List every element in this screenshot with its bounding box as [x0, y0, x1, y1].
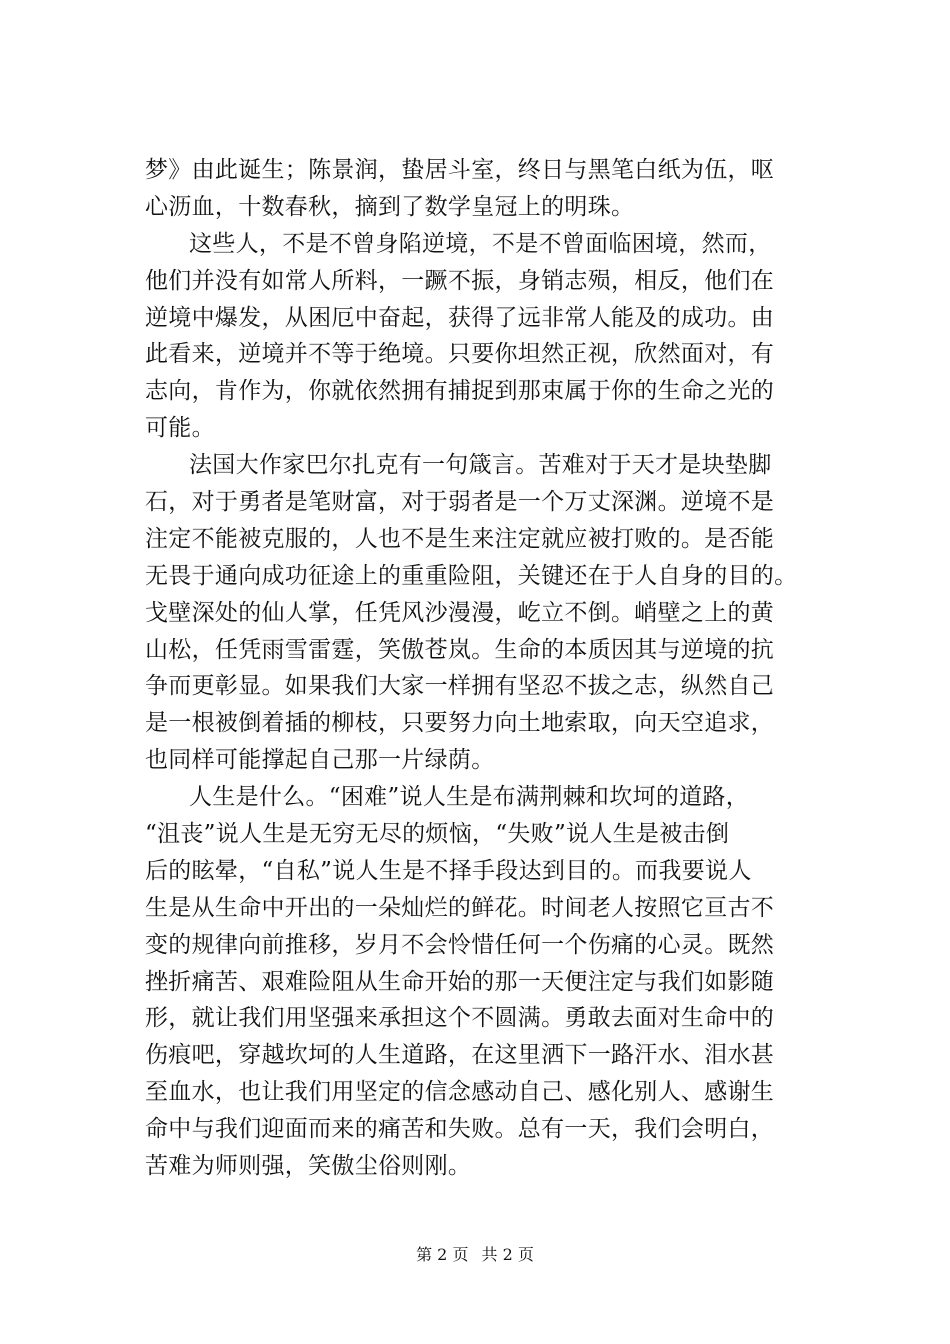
text-line: 命中与我们迎面而来的痛苦和失败。总有一天，我们会明白， [145, 1116, 775, 1143]
text-line: 心沥血，十数春秋，摘到了数学皇冠上的明珠。 [145, 193, 635, 220]
page-number: 第 2 页 [416, 1245, 469, 1264]
text-line: 挫折痛苦、艰难险阻从生命开始的那一天便注定与我们如影随 [145, 968, 775, 995]
text-line: 山松，任凭雨雪雷霆，笑傲苍岚。生命的本质因其与逆境的抗 [145, 636, 775, 663]
page-total: 共 2 页 [481, 1245, 534, 1264]
text-line: 生是从生命中开出的一朵灿烂的鲜花。时间老人按照它亘古不 [145, 894, 775, 921]
text-line: 争而更彰显。如果我们大家一样拥有坚忍不拔之志，纵然自己 [145, 673, 775, 700]
text-line: 无畏于通向成功征途上的重重险阻，关键还在于人自身的目的。 [145, 562, 798, 589]
page-footer [0, 1243, 950, 1267]
text-line: 梦》由此诞生；陈景润，蛰居斗室，终日与黑笔白纸为伍，呕 [145, 157, 775, 183]
text-line: 也同样可能撑起自己那一片绿荫。 [145, 747, 495, 774]
text-line: 逆境中爆发，从困厄中奋起，获得了远非常人能及的成功。由 [145, 304, 775, 331]
text-line: 后的眩晕，“自私”说人生是不择手段达到目的。而我要说人 [145, 857, 752, 884]
text-line: 可能。 [145, 415, 215, 442]
text-line: 注定不能被克服的，人也不是生来注定就应被打败的。是否能 [145, 525, 775, 552]
text-line: 他们并没有如常人所料，一蹶不振，身销志殒，相反，他们在 [145, 267, 775, 294]
text-line: 此看来，逆境并不等于绝境。只要你坦然正视，欣然面对，有 [145, 341, 775, 368]
paragraph-start-line: 这些人，不是不曾身陷逆境，不是不曾面临困境，然而， [189, 230, 772, 257]
paragraph-start-line: 人生是什么。“困难”说人生是布满荆棘和坎坷的道路， [189, 784, 750, 811]
text-line: “沮丧”说人生是无穷无尽的烦恼，“失败”说人生是被击倒 [145, 821, 730, 848]
text-line: 至血水，也让我们用坚定的信念感动自己、感化别人、感谢生 [145, 1079, 775, 1106]
text-line: 变的规律向前推移，岁月不会怜惜任何一个伤痛的心灵。既然 [145, 931, 775, 958]
text-line: 志向，肯作为，你就依然拥有捕捉到那束属于你的生命之光的 [145, 378, 775, 405]
text-line: 形，就让我们用坚强来承担这个不圆满。勇敢去面对生命中的 [145, 1005, 775, 1032]
text-line: 伤痕吧，穿越坎坷的人生道路，在这里洒下一路汗水、泪水甚 [145, 1042, 775, 1069]
text-line: 戈壁深处的仙人掌，任凭风沙漫漫，屹立不倒。峭壁之上的黄 [145, 599, 775, 626]
text-line: 是一根被倒着插的柳枝，只要努力向土地索取，向天空追求， [145, 710, 775, 737]
text-line: 苦难为师则强，笑傲尘俗则刚。 [145, 1153, 472, 1180]
text-line: 石，对于勇者是笔财富，对于弱者是一个万丈深渊。逆境不是 [145, 489, 775, 516]
paragraph-start-line: 法国大作家巴尔扎克有一句箴言。苦难对于天才是块垫脚 [189, 452, 772, 479]
body-text [145, 152, 845, 1185]
